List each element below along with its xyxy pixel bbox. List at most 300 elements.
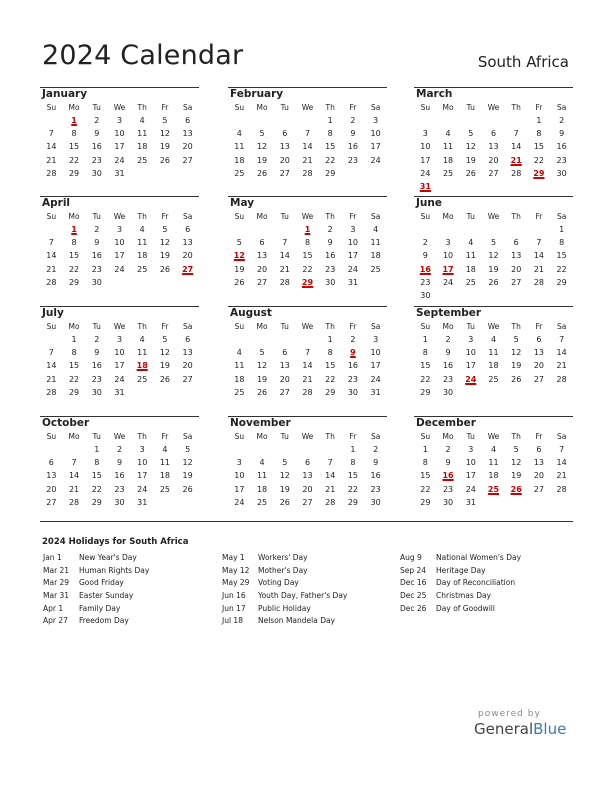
day-cell: 25	[442, 168, 454, 178]
holiday-column	[43, 552, 149, 628]
empty-day-cell	[528, 223, 551, 236]
day-cell: 3	[445, 238, 451, 248]
day-cell: 1	[94, 445, 100, 454]
day-cell: 3	[116, 225, 123, 234]
day-cell: 31	[465, 497, 476, 507]
day-cell: 14	[46, 361, 57, 371]
day-cell: 20	[256, 264, 268, 274]
weekday-label: Sa	[370, 103, 381, 112]
holiday-day-cell: 27	[182, 264, 194, 274]
holiday-date: Sep 24	[400, 565, 427, 575]
holiday-day-cell: 1	[304, 225, 311, 234]
day-cell: 16	[325, 251, 336, 261]
day-cell: 21	[302, 374, 313, 384]
day-cell: 21	[556, 361, 567, 371]
day-cell: 27	[302, 497, 313, 507]
day-cell: 3	[236, 458, 242, 468]
holiday-name: Mother's Day	[258, 565, 308, 575]
day-cell: 25	[234, 387, 245, 397]
day-cell: 16	[347, 361, 359, 371]
empty-day-cell	[319, 443, 342, 456]
holiday-date: Mar 31	[43, 591, 70, 601]
month-november	[228, 417, 387, 509]
day-cell: 11	[465, 251, 476, 261]
day-cell: 12	[511, 458, 522, 468]
month-september	[414, 307, 573, 399]
day-cell: 26	[488, 277, 499, 287]
day-cell: 5	[162, 335, 168, 344]
day-cell: 23	[442, 374, 454, 384]
day-cell: 21	[325, 484, 336, 494]
day-cell: 20	[511, 264, 522, 274]
holiday-day-cell: 18	[136, 361, 148, 371]
day-cell: 22	[533, 155, 545, 165]
day-cell: 15	[420, 471, 431, 481]
day-cell: 10	[234, 471, 245, 481]
day-cell: 30	[420, 290, 431, 300]
day-cell: 17	[347, 251, 359, 261]
weekday-label: Tu	[92, 432, 101, 441]
empty-day-cell	[437, 114, 460, 127]
empty-day-cell	[459, 223, 482, 236]
weekday-label: Su	[234, 432, 245, 441]
day-cell: 28	[302, 387, 313, 397]
empty-day-cell	[505, 114, 528, 127]
day-cell: 13	[511, 251, 522, 261]
weekday-label: Fr	[535, 212, 543, 221]
day-cell: 30	[325, 277, 336, 287]
day-cell: 13	[182, 129, 193, 139]
month-march	[414, 88, 573, 193]
brand-logo-general: General	[474, 720, 534, 738]
empty-day-cell	[273, 223, 296, 236]
holiday-entry	[43, 590, 149, 603]
day-cell: 16	[442, 361, 454, 371]
holidays-title: 2024 Holidays for South Africa	[42, 537, 189, 547]
day-cell: 19	[488, 264, 499, 274]
day-cell: 5	[259, 348, 265, 358]
day-cell: 10	[370, 348, 381, 358]
holiday-date: Dec 16	[400, 578, 427, 588]
day-cell: 20	[182, 251, 193, 261]
day-cell: 3	[139, 445, 145, 454]
day-cell: 27	[46, 497, 57, 507]
day-cell: 22	[556, 264, 567, 274]
weekday-label: Tu	[280, 432, 289, 441]
day-cell: 26	[279, 497, 290, 507]
day-cell: 18	[234, 155, 245, 165]
weekday-label: Tu	[92, 212, 101, 221]
day-cell: 23	[347, 155, 359, 165]
weekday-label: Th	[137, 103, 147, 112]
day-cell: 11	[137, 129, 148, 139]
day-cell: 9	[94, 238, 100, 248]
weekday-label: Th	[511, 432, 521, 441]
day-cell: 17	[114, 142, 125, 152]
weekday-label: Sa	[182, 103, 193, 112]
day-cell: 10	[465, 348, 476, 358]
day-cell: 7	[48, 238, 54, 248]
day-cell: 1	[327, 335, 333, 344]
weekday-label: Mo	[68, 322, 80, 331]
empty-day-cell	[273, 443, 296, 456]
empty-day-cell	[40, 114, 63, 127]
day-cell: 8	[422, 458, 428, 468]
day-cell: 12	[256, 361, 268, 371]
weekday-label: We	[301, 432, 314, 441]
day-cell: 11	[234, 361, 245, 371]
holiday-day-cell: 17	[442, 264, 454, 274]
holiday-date: May 1	[222, 553, 245, 562]
month-name: February	[230, 88, 284, 100]
holiday-entry	[400, 552, 521, 565]
day-cell: 6	[48, 458, 54, 468]
day-cell: 28	[556, 484, 567, 494]
weekday-label: Su	[46, 103, 57, 112]
holiday-day-cell: 31	[419, 181, 431, 191]
day-cell: 17	[114, 251, 125, 261]
day-cell: 7	[559, 445, 565, 454]
day-cell: 2	[94, 116, 100, 125]
holiday-date: Apr 1	[43, 603, 64, 613]
weekday-label: Th	[137, 322, 147, 331]
day-cell: 27	[533, 484, 545, 494]
day-cell: 10	[114, 129, 125, 139]
weekday-label: Tu	[466, 432, 475, 441]
day-cell: 20	[279, 155, 290, 165]
brand-logo-blue: Blue	[533, 720, 567, 738]
holiday-date: Jun 16	[222, 591, 246, 601]
day-cell: 27	[511, 277, 522, 287]
day-cell: 25	[465, 277, 476, 287]
holiday-entry	[400, 565, 521, 578]
empty-day-cell	[273, 333, 296, 346]
day-cell: 19	[234, 264, 245, 274]
weekday-label: Fr	[349, 322, 357, 331]
weekday-label: Th	[325, 212, 335, 221]
day-cell: 15	[68, 142, 80, 152]
month-august	[228, 307, 387, 399]
day-cell: 19	[256, 374, 268, 384]
day-cell: 2	[94, 225, 100, 234]
day-cell: 3	[373, 335, 379, 344]
day-cell: 17	[370, 361, 381, 371]
day-cell: 10	[465, 458, 476, 468]
holiday-name: Good Friday	[79, 578, 124, 588]
day-cell: 9	[559, 129, 565, 139]
holiday-date: Apr 27	[43, 616, 68, 626]
holiday-name: New Year's Day	[79, 553, 137, 562]
weekday-label: We	[301, 103, 314, 112]
day-cell: 19	[465, 155, 476, 165]
day-cell: 8	[327, 129, 333, 139]
day-cell: 16	[114, 471, 125, 481]
empty-day-cell	[40, 223, 63, 236]
day-cell: 20	[182, 142, 193, 152]
day-cell: 16	[91, 361, 102, 371]
day-cell: 9	[327, 238, 333, 248]
holiday-date: Dec 25	[400, 591, 427, 601]
day-cell: 1	[422, 445, 428, 454]
day-cell: 28	[511, 168, 522, 178]
weekday-label: Su	[46, 212, 57, 221]
weekday-label: Mo	[68, 103, 80, 112]
day-cell: 14	[46, 142, 57, 152]
day-cell: 17	[137, 471, 148, 481]
day-cell: 23	[370, 484, 381, 494]
day-cell: 25	[256, 497, 268, 507]
day-cell: 13	[533, 458, 545, 468]
day-cell: 24	[370, 155, 381, 165]
day-cell: 30	[442, 497, 454, 507]
day-cell: 12	[182, 458, 193, 468]
empty-day-cell	[437, 223, 460, 236]
weekday-label: Th	[325, 103, 335, 112]
day-cell: 19	[511, 361, 522, 371]
day-cell: 14	[302, 142, 313, 152]
weekday-label: Su	[234, 103, 245, 112]
empty-day-cell	[296, 333, 319, 346]
month-name: October	[42, 417, 90, 429]
day-cell: 27	[279, 168, 290, 178]
day-cell: 29	[68, 168, 80, 178]
day-cell: 23	[556, 155, 567, 165]
day-cell: 12	[159, 129, 171, 139]
weekday-label: Su	[46, 432, 57, 441]
day-cell: 1	[71, 335, 77, 344]
holiday-name: Freedom Day	[79, 616, 129, 626]
country-name: South Africa	[477, 53, 569, 71]
holiday-entry	[400, 603, 521, 616]
day-cell: 20	[488, 155, 499, 165]
day-cell: 26	[256, 387, 268, 397]
month-name: June	[416, 197, 442, 209]
day-cell: 7	[48, 348, 54, 358]
day-cell: 26	[159, 155, 171, 165]
empty-day-cell	[251, 443, 274, 456]
holiday-name: Family Day	[79, 603, 121, 613]
day-cell: 29	[347, 497, 359, 507]
day-cell: 25	[234, 168, 245, 178]
weekday-label: Th	[511, 103, 521, 112]
day-cell: 23	[442, 484, 454, 494]
day-cell: 17	[420, 155, 431, 165]
empty-day-cell	[251, 114, 274, 127]
day-cell: 15	[325, 142, 336, 152]
empty-day-cell	[505, 223, 528, 236]
day-cell: 11	[137, 238, 148, 248]
day-cell: 4	[373, 225, 379, 234]
day-cell: 1	[422, 335, 428, 344]
day-cell: 6	[536, 445, 542, 454]
weekday-label: Mo	[256, 103, 268, 112]
day-cell: 2	[422, 238, 428, 248]
day-cell: 23	[91, 155, 102, 165]
holiday-name: Nelson Mandela Day	[258, 616, 336, 626]
day-cell: 6	[304, 458, 311, 468]
day-cell: 27	[488, 168, 499, 178]
day-cell: 4	[139, 116, 145, 125]
day-cell: 28	[46, 387, 57, 397]
day-cell: 20	[302, 484, 313, 494]
day-cell: 2	[445, 445, 451, 454]
empty-day-cell	[228, 443, 251, 456]
day-cell: 2	[327, 225, 333, 234]
day-cell: 16	[347, 142, 359, 152]
weekday-label: Fr	[535, 432, 543, 441]
day-cell: 5	[236, 238, 242, 248]
day-cell: 18	[137, 142, 148, 152]
weekday-label: Sa	[370, 432, 381, 441]
day-cell: 4	[139, 335, 145, 344]
holiday-name: Day of Goodwill	[436, 603, 495, 613]
weekday-label: We	[487, 103, 500, 112]
month-name: August	[230, 307, 272, 319]
day-cell: 8	[559, 238, 565, 248]
day-cell: 8	[536, 129, 542, 139]
day-cell: 19	[182, 471, 193, 481]
day-cell: 8	[327, 348, 333, 358]
day-cell: 25	[137, 264, 148, 274]
day-cell: 29	[325, 387, 336, 397]
weekday-label: Mo	[442, 432, 454, 441]
day-cell: 24	[114, 374, 125, 384]
day-cell: 28	[46, 277, 57, 287]
holiday-day-cell: 1	[71, 116, 77, 125]
day-cell: 9	[94, 348, 100, 358]
day-cell: 31	[137, 497, 148, 507]
powered-by-text: powered by	[478, 709, 541, 719]
day-cell: 5	[513, 445, 519, 454]
day-cell: 22	[347, 484, 359, 494]
holiday-day-cell: 26	[510, 484, 522, 494]
weekday-label: Fr	[535, 322, 543, 331]
holiday-name: National Women's Day	[436, 553, 522, 562]
empty-day-cell	[414, 223, 437, 236]
weekday-label: Fr	[535, 103, 543, 112]
day-cell: 3	[116, 116, 123, 125]
day-cell: 7	[536, 238, 542, 248]
holiday-name: Heritage Day	[436, 565, 486, 575]
day-cell: 17	[234, 484, 245, 494]
month-october	[40, 417, 199, 509]
holiday-date: Mar 29	[43, 578, 70, 588]
holiday-entry	[43, 577, 149, 590]
day-cell: 20	[533, 471, 545, 481]
day-cell: 15	[420, 361, 431, 371]
day-cell: 28	[68, 497, 80, 507]
day-cell: 13	[533, 348, 545, 358]
weekday-label: Sa	[556, 212, 567, 221]
day-cell: 14	[46, 251, 57, 261]
empty-day-cell	[40, 333, 63, 346]
day-cell: 5	[513, 335, 519, 344]
day-cell: 8	[350, 458, 356, 468]
day-cell: 31	[114, 387, 125, 397]
weekday-label: Th	[325, 432, 335, 441]
day-cell: 26	[182, 484, 193, 494]
holiday-name: Voting Day	[258, 578, 299, 588]
day-cell: 22	[420, 374, 431, 384]
day-cell: 14	[325, 471, 336, 481]
day-cell: 6	[185, 225, 191, 234]
day-cell: 5	[490, 238, 497, 248]
weekday-label: Fr	[161, 432, 169, 441]
weekday-label: Tu	[92, 103, 101, 112]
day-cell: 5	[259, 129, 265, 139]
day-cell: 11	[256, 471, 268, 481]
weekday-label: We	[113, 103, 126, 112]
day-cell: 5	[162, 225, 168, 234]
empty-day-cell	[251, 333, 274, 346]
day-cell: 22	[420, 484, 431, 494]
day-cell: 2	[350, 335, 356, 344]
holiday-day-cell: 16	[442, 471, 454, 481]
day-cell: 4	[490, 335, 497, 344]
day-cell: 28	[46, 168, 57, 178]
day-cell: 5	[468, 129, 474, 139]
day-cell: 10	[420, 142, 431, 152]
day-cell: 10	[137, 458, 148, 468]
day-cell: 25	[370, 264, 381, 274]
weekday-label: Sa	[556, 103, 567, 112]
day-cell: 24	[370, 374, 381, 384]
day-cell: 13	[256, 251, 268, 261]
day-cell: 1	[327, 116, 333, 125]
month-april	[40, 197, 199, 289]
holiday-date: May 12	[222, 565, 250, 575]
day-cell: 7	[48, 129, 54, 139]
day-cell: 11	[488, 458, 499, 468]
day-cell: 16	[556, 142, 567, 152]
day-cell: 25	[488, 374, 499, 384]
day-cell: 3	[373, 116, 379, 125]
day-cell: 9	[373, 458, 379, 468]
day-cell: 15	[302, 251, 313, 261]
day-cell: 15	[91, 471, 102, 481]
holiday-day-cell: 24	[465, 374, 477, 384]
day-cell: 30	[442, 387, 454, 397]
day-cell: 20	[46, 484, 57, 494]
weekday-label: Mo	[68, 432, 80, 441]
day-cell: 26	[159, 374, 171, 384]
day-cell: 12	[488, 251, 499, 261]
day-cell: 19	[256, 155, 268, 165]
day-cell: 7	[71, 458, 77, 468]
day-cell: 30	[556, 168, 567, 178]
day-cell: 9	[445, 348, 451, 358]
day-cell: 13	[488, 142, 499, 152]
day-cell: 17	[370, 142, 381, 152]
day-cell: 13	[46, 471, 57, 481]
empty-day-cell	[482, 114, 505, 127]
holiday-name: Easter Sunday	[79, 591, 134, 601]
holiday-entry	[43, 565, 149, 578]
day-cell: 8	[71, 129, 77, 139]
month-name: November	[230, 417, 291, 429]
holiday-day-cell: 16	[419, 264, 431, 274]
weekday-label: Su	[420, 432, 431, 441]
day-cell: 19	[279, 484, 290, 494]
weekday-label: Su	[420, 103, 431, 112]
day-cell: 16	[370, 471, 381, 481]
weekday-label: Mo	[256, 432, 268, 441]
weekday-label: Sa	[370, 212, 381, 221]
day-cell: 11	[234, 142, 245, 152]
day-cell: 5	[162, 116, 168, 125]
day-cell: 23	[420, 277, 431, 287]
day-cell: 30	[370, 497, 381, 507]
